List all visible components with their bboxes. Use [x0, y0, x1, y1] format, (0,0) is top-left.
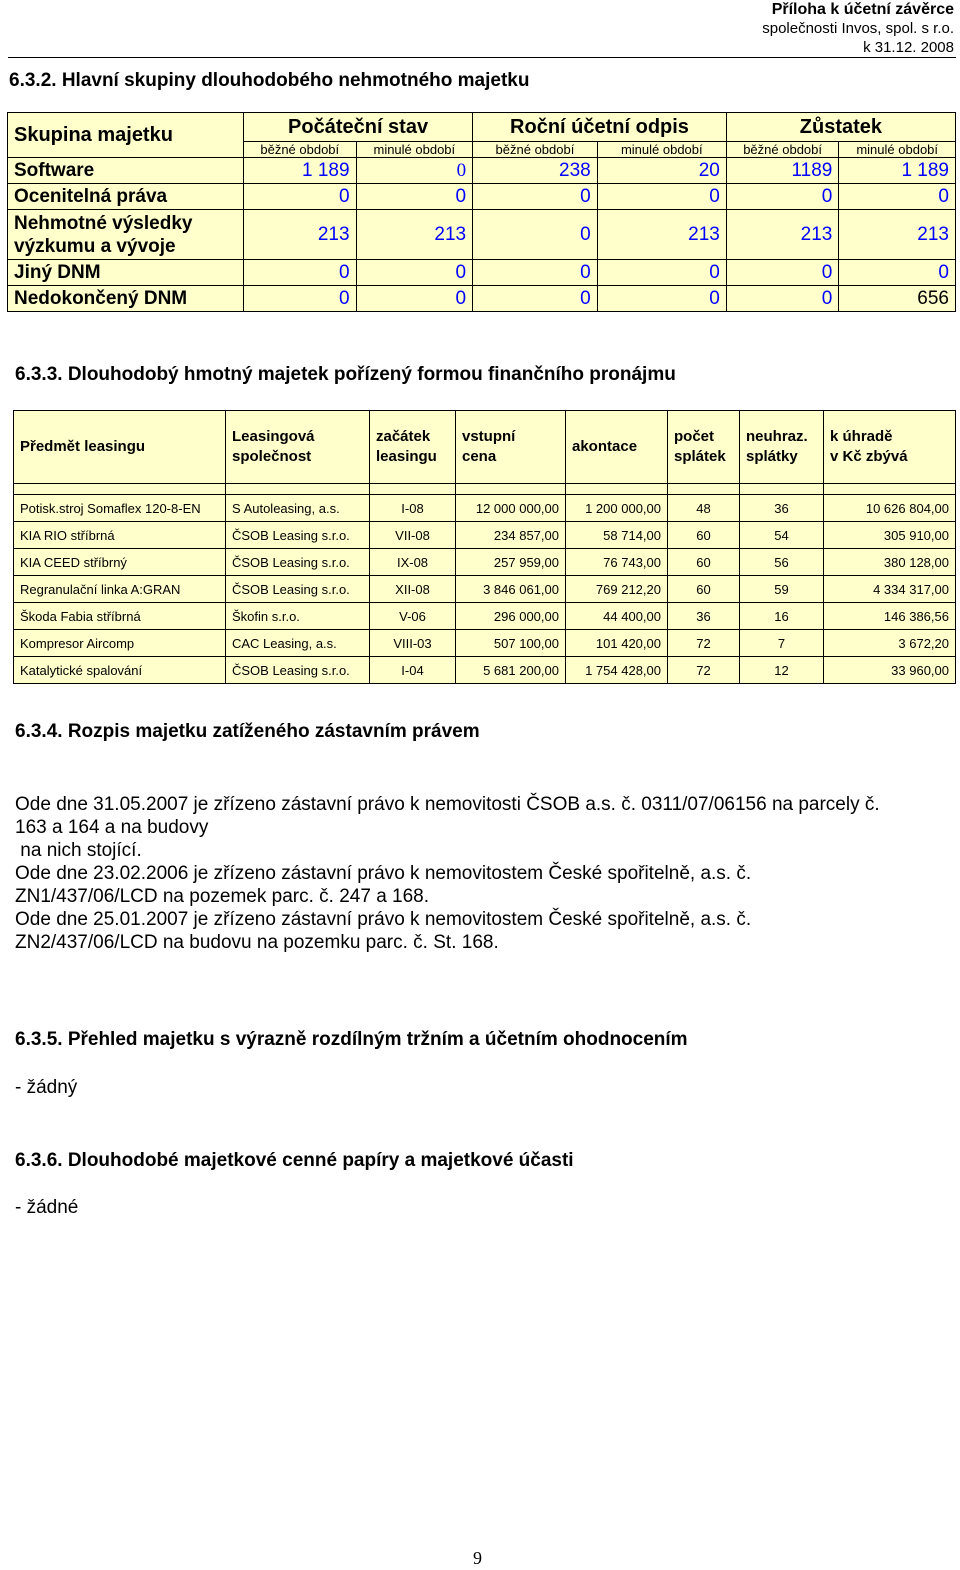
cell: 257 959,00	[456, 549, 566, 576]
sub-header: minulé období	[356, 142, 473, 158]
header-company: společnosti Invos, spol. s r.o.	[762, 20, 954, 37]
cell: V-06	[370, 603, 456, 630]
section-heading-632: 6.3.2. Hlavní skupiny dlouhodobého nehmotného majetku	[9, 70, 530, 91]
cell: Potisk.stroj Somaflex 120-8-EN	[14, 495, 226, 522]
cell: 1 200 000,00	[566, 495, 668, 522]
cell: 0	[473, 260, 598, 286]
cell: 60	[668, 549, 740, 576]
cell: 296 000,00	[456, 603, 566, 630]
cell: 72	[668, 657, 740, 684]
table-header-row	[14, 411, 956, 484]
col-header-company	[226, 411, 370, 484]
header-title: Příloha k účetní závěrce	[771, 1, 954, 18]
col-header-group: Skupina majetku	[8, 113, 244, 158]
cell: 0	[726, 286, 839, 312]
cell: 10 626 804,00	[824, 495, 956, 522]
header-line: společnost	[232, 448, 312, 465]
text-line: na nich stojící.	[15, 840, 142, 861]
col-header-subject: Předmět leasingu	[14, 411, 226, 484]
cell: 3 846 061,00	[456, 576, 566, 603]
header-line: počet	[674, 428, 715, 445]
section-heading-635: 6.3.5. Přehled majetku s výrazně rozdílným tržním a účetním ohodnocením	[15, 1029, 688, 1050]
cell: 0	[244, 286, 357, 312]
lien-text	[15, 793, 955, 954]
cell: ČSOB Leasing s.r.o.	[226, 576, 370, 603]
table-row	[14, 657, 956, 684]
header-line: k úhradě	[830, 428, 893, 445]
section-text-636: - žádné	[15, 1197, 79, 1218]
cell: 0	[839, 184, 956, 210]
cell: 12 000 000,00	[456, 495, 566, 522]
table-row	[8, 184, 956, 210]
cell: 0	[597, 184, 726, 210]
cell: 0	[726, 184, 839, 210]
text-line: ZN1/437/06/LCD na pozemek parc. č. 247 a 168.	[15, 886, 430, 907]
col-header-depreciation: Roční účetní odpis	[473, 113, 727, 142]
cell: KIA RIO stříbrná	[14, 522, 226, 549]
cell: 213	[597, 210, 726, 260]
cell: 1 189	[839, 158, 956, 184]
col-header-start	[370, 411, 456, 484]
row-label: Ocenitelná práva	[8, 184, 244, 210]
leasing-table	[13, 410, 956, 684]
spacer-row	[14, 484, 956, 495]
cell: 12	[740, 657, 824, 684]
row-label-line: výzkumu a vývoje	[14, 235, 176, 257]
cell: I-04	[370, 657, 456, 684]
cell: 20	[597, 158, 726, 184]
cell: Kompresor Aircomp	[14, 630, 226, 657]
cell: 0	[244, 260, 357, 286]
cell: 238	[473, 158, 598, 184]
table-row	[14, 576, 956, 603]
cell: 0	[473, 286, 598, 312]
cell: I-08	[370, 495, 456, 522]
page-number: 9	[473, 1548, 482, 1568]
cell: 146 386,56	[824, 603, 956, 630]
header-divider	[8, 57, 956, 58]
table-row	[14, 549, 956, 576]
cell: 1 754 428,00	[566, 657, 668, 684]
cell: CAC Leasing, a.s.	[226, 630, 370, 657]
cell: 0	[597, 260, 726, 286]
cell: 0	[356, 184, 473, 210]
header-line: neuhraz.	[746, 428, 808, 445]
header-line: v Kč zbývá	[830, 448, 908, 465]
cell: 56	[740, 549, 824, 576]
table-row	[14, 495, 956, 522]
cell: 0	[473, 210, 598, 260]
cell: 0	[473, 184, 598, 210]
cell: 76 743,00	[566, 549, 668, 576]
text-line: Ode dne 31.05.2007 je zřízeno zástavní právo k nemovitosti ČSOB a.s. č. 0311/07/06156 na parcely č.	[15, 794, 880, 815]
cell: 234 857,00	[456, 522, 566, 549]
row-label: Nedokončený DNM	[8, 286, 244, 312]
cell: 16	[740, 603, 824, 630]
cell: 380 128,00	[824, 549, 956, 576]
cell: 33 960,00	[824, 657, 956, 684]
section-heading-633: 6.3.3. Dlouhodobý hmotný majetek pořízený formou finančního pronájmu	[15, 364, 676, 385]
cell: 213	[839, 210, 956, 260]
cell: 58 714,00	[566, 522, 668, 549]
cell: Škofin s.r.o.	[226, 603, 370, 630]
cell: ČSOB Leasing s.r.o.	[226, 549, 370, 576]
cell: 59	[740, 576, 824, 603]
cell: Katalytické spalování	[14, 657, 226, 684]
cell: 656	[839, 286, 956, 312]
table-row	[14, 630, 956, 657]
document-header	[762, 0, 954, 57]
cell: 60	[668, 522, 740, 549]
cell: 213	[356, 210, 473, 260]
cell: VII-08	[370, 522, 456, 549]
row-label	[8, 210, 244, 260]
table-row	[8, 210, 956, 260]
header-line: leasingu	[376, 448, 437, 465]
col-header-count	[668, 411, 740, 484]
cell: ČSOB Leasing s.r.o.	[226, 657, 370, 684]
cell: 0	[244, 184, 357, 210]
cell: 507 100,00	[456, 630, 566, 657]
cell: 7	[740, 630, 824, 657]
cell: KIA CEED stříbrný	[14, 549, 226, 576]
cell: 0	[356, 260, 473, 286]
col-header-initial: Počáteční stav	[244, 113, 473, 142]
sub-header: běžné období	[244, 142, 357, 158]
cell: Regranulační linka A:GRAN	[14, 576, 226, 603]
sub-header: minulé období	[839, 142, 956, 158]
cell: 0	[356, 286, 473, 312]
row-label: Software	[8, 158, 244, 184]
col-header-price	[456, 411, 566, 484]
cell: ČSOB Leasing s.r.o.	[226, 522, 370, 549]
col-header-balance: Zůstatek	[726, 113, 955, 142]
cell: 0	[356, 158, 473, 184]
row-label-line: Nehmotné výsledky	[14, 212, 193, 234]
table-row	[14, 522, 956, 549]
header-line: cena	[462, 448, 497, 465]
cell: 48	[668, 495, 740, 522]
text-line: 163 a 164 a na budovy	[15, 817, 209, 838]
section-heading-636: 6.3.6. Dlouhodobé majetkové cenné papíry a majetkové účasti	[15, 1150, 574, 1171]
table-row	[14, 603, 956, 630]
header-line: začátek	[376, 428, 431, 445]
cell: 0	[726, 260, 839, 286]
table-header-row	[8, 113, 956, 142]
header-line: Leasingová	[232, 428, 315, 445]
cell: VIII-03	[370, 630, 456, 657]
header-line: splátek	[674, 448, 726, 465]
cell: 305 910,00	[824, 522, 956, 549]
cell: 1189	[726, 158, 839, 184]
cell: 1 189	[244, 158, 357, 184]
cell: 54	[740, 522, 824, 549]
cell: 36	[668, 603, 740, 630]
cell: 0	[839, 260, 956, 286]
text-line: Ode dne 23.02.2006 je zřízeno zástavní právo k nemovitostem České spořitelně, a.s. č.	[15, 863, 752, 884]
intangible-assets-table	[7, 112, 956, 312]
table-row	[8, 286, 956, 312]
row-label: Jiný DNM	[8, 260, 244, 286]
col-header-remaining	[824, 411, 956, 484]
cell: 3 672,20	[824, 630, 956, 657]
header-line: vstupní	[462, 428, 516, 445]
cell: 5 681 200,00	[456, 657, 566, 684]
col-header-deposit: akontace	[566, 411, 668, 484]
sub-header: běžné období	[726, 142, 839, 158]
cell: 60	[668, 576, 740, 603]
header-date: k 31.12. 2008	[863, 39, 954, 56]
cell: 44 400,00	[566, 603, 668, 630]
section-heading-634: 6.3.4. Rozpis majetku zatíženého zástavním právem	[15, 721, 480, 742]
cell: 72	[668, 630, 740, 657]
cell: 213	[244, 210, 357, 260]
table-row	[8, 260, 956, 286]
cell: XII-08	[370, 576, 456, 603]
col-header-unpaid	[740, 411, 824, 484]
cell: 213	[726, 210, 839, 260]
table-row	[8, 158, 956, 184]
cell: 0	[597, 286, 726, 312]
text-line: ZN2/437/06/LCD na budovu na pozemku parc. č. St. 168.	[15, 932, 499, 953]
header-line: splátky	[746, 448, 798, 465]
cell: 36	[740, 495, 824, 522]
cell: 769 212,20	[566, 576, 668, 603]
text-line: Ode dne 25.01.2007 je zřízeno zástavní právo k nemovitostem České spořitelně, a.s. č.	[15, 909, 752, 930]
cell: 4 334 317,00	[824, 576, 956, 603]
section-text-635: - žádný	[15, 1077, 78, 1098]
cell: Škoda Fabia stříbrná	[14, 603, 226, 630]
cell: S Autoleasing, a.s.	[226, 495, 370, 522]
sub-header: minulé období	[597, 142, 726, 158]
sub-header: běžné období	[473, 142, 598, 158]
cell: IX-08	[370, 549, 456, 576]
cell: 101 420,00	[566, 630, 668, 657]
